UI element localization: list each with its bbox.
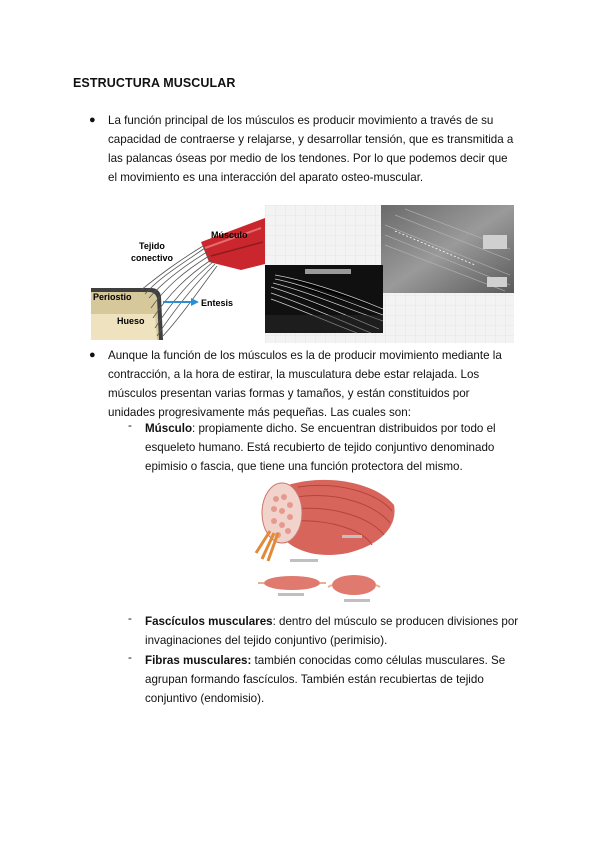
text-line: esqueleto humano. Está recubierto de tejido conjuntivo denominado xyxy=(145,441,495,454)
microscopy-collage xyxy=(265,205,514,343)
text-line: unidades progresivamente más pequeñas. Las cuales son: xyxy=(108,406,411,419)
muscle-anatomy-illustration xyxy=(248,475,398,610)
term-fibers: Fibras musculares: xyxy=(145,654,252,667)
label-tissue-2: conectivo xyxy=(131,253,174,263)
text-line: : propiamente dicho. Se encuentran distribuidos por todo el xyxy=(192,422,496,435)
text-line: La función principal de los músculos es producir movimiento a través de su xyxy=(108,114,494,127)
label-bone: Hueso xyxy=(117,316,145,326)
label-tissue-1: Tejido xyxy=(139,241,165,251)
text-line: contracción, a la hora de estirar, la musculatura debe estar relajada. Los xyxy=(108,368,480,381)
text-line: Aunque la función de los músculos es la de producir movimiento mediante la xyxy=(108,349,502,362)
microscopy-image xyxy=(265,205,514,343)
text-line: músculos presentan varias formas y tamaños, y están constituidos por xyxy=(108,387,470,400)
text-line: : dentro del músculo se producen divisiones por xyxy=(272,615,519,628)
label-periosteum: Periostio xyxy=(93,292,132,302)
text-line: epimisio o fascia, que tiene una función protectora del mismo. xyxy=(145,460,463,473)
bullet-marker: ● xyxy=(89,349,96,361)
list-item-fibers xyxy=(145,651,505,708)
text-line: conjuntivo (endomisio). xyxy=(145,692,265,705)
text-line: agrupan formando fascículos. También están recubiertas de tejido xyxy=(145,673,484,686)
dash-marker: - xyxy=(128,419,132,432)
label-enthesis: Entesis xyxy=(201,298,234,308)
paragraph-structure xyxy=(108,346,502,422)
term-fascicles: Fascículos musculares xyxy=(145,615,273,628)
term-muscle: Músculo xyxy=(145,422,193,435)
text-line: invaginaciones del tejido conjuntivo (perimisio). xyxy=(145,634,388,647)
label-muscle: Músculo xyxy=(211,230,248,240)
dash-marker: - xyxy=(128,612,132,625)
text-line: las palancas óseas por medio de los tendones. Por lo que podemos decir que xyxy=(108,152,508,165)
dash-marker: - xyxy=(128,651,132,664)
paragraph-function xyxy=(108,111,513,187)
page-title: ESTRUCTURA MUSCULAR xyxy=(73,76,236,90)
text-line: también conocidas como células musculares. Se xyxy=(251,654,506,667)
list-item-fascicles xyxy=(145,612,518,650)
bullet-marker: ● xyxy=(89,114,96,126)
enthesis-diagram xyxy=(91,218,265,340)
text-line: el movimiento es una interacción del aparato osteo-muscular. xyxy=(108,171,424,184)
enthesis-illustration xyxy=(91,218,265,340)
list-item-muscle xyxy=(145,419,496,476)
text-line: capacidad de contraerse y relajarse, y desarrollar tensión, que es transmitida a xyxy=(108,133,514,146)
muscle-anatomy-figure xyxy=(248,475,398,610)
